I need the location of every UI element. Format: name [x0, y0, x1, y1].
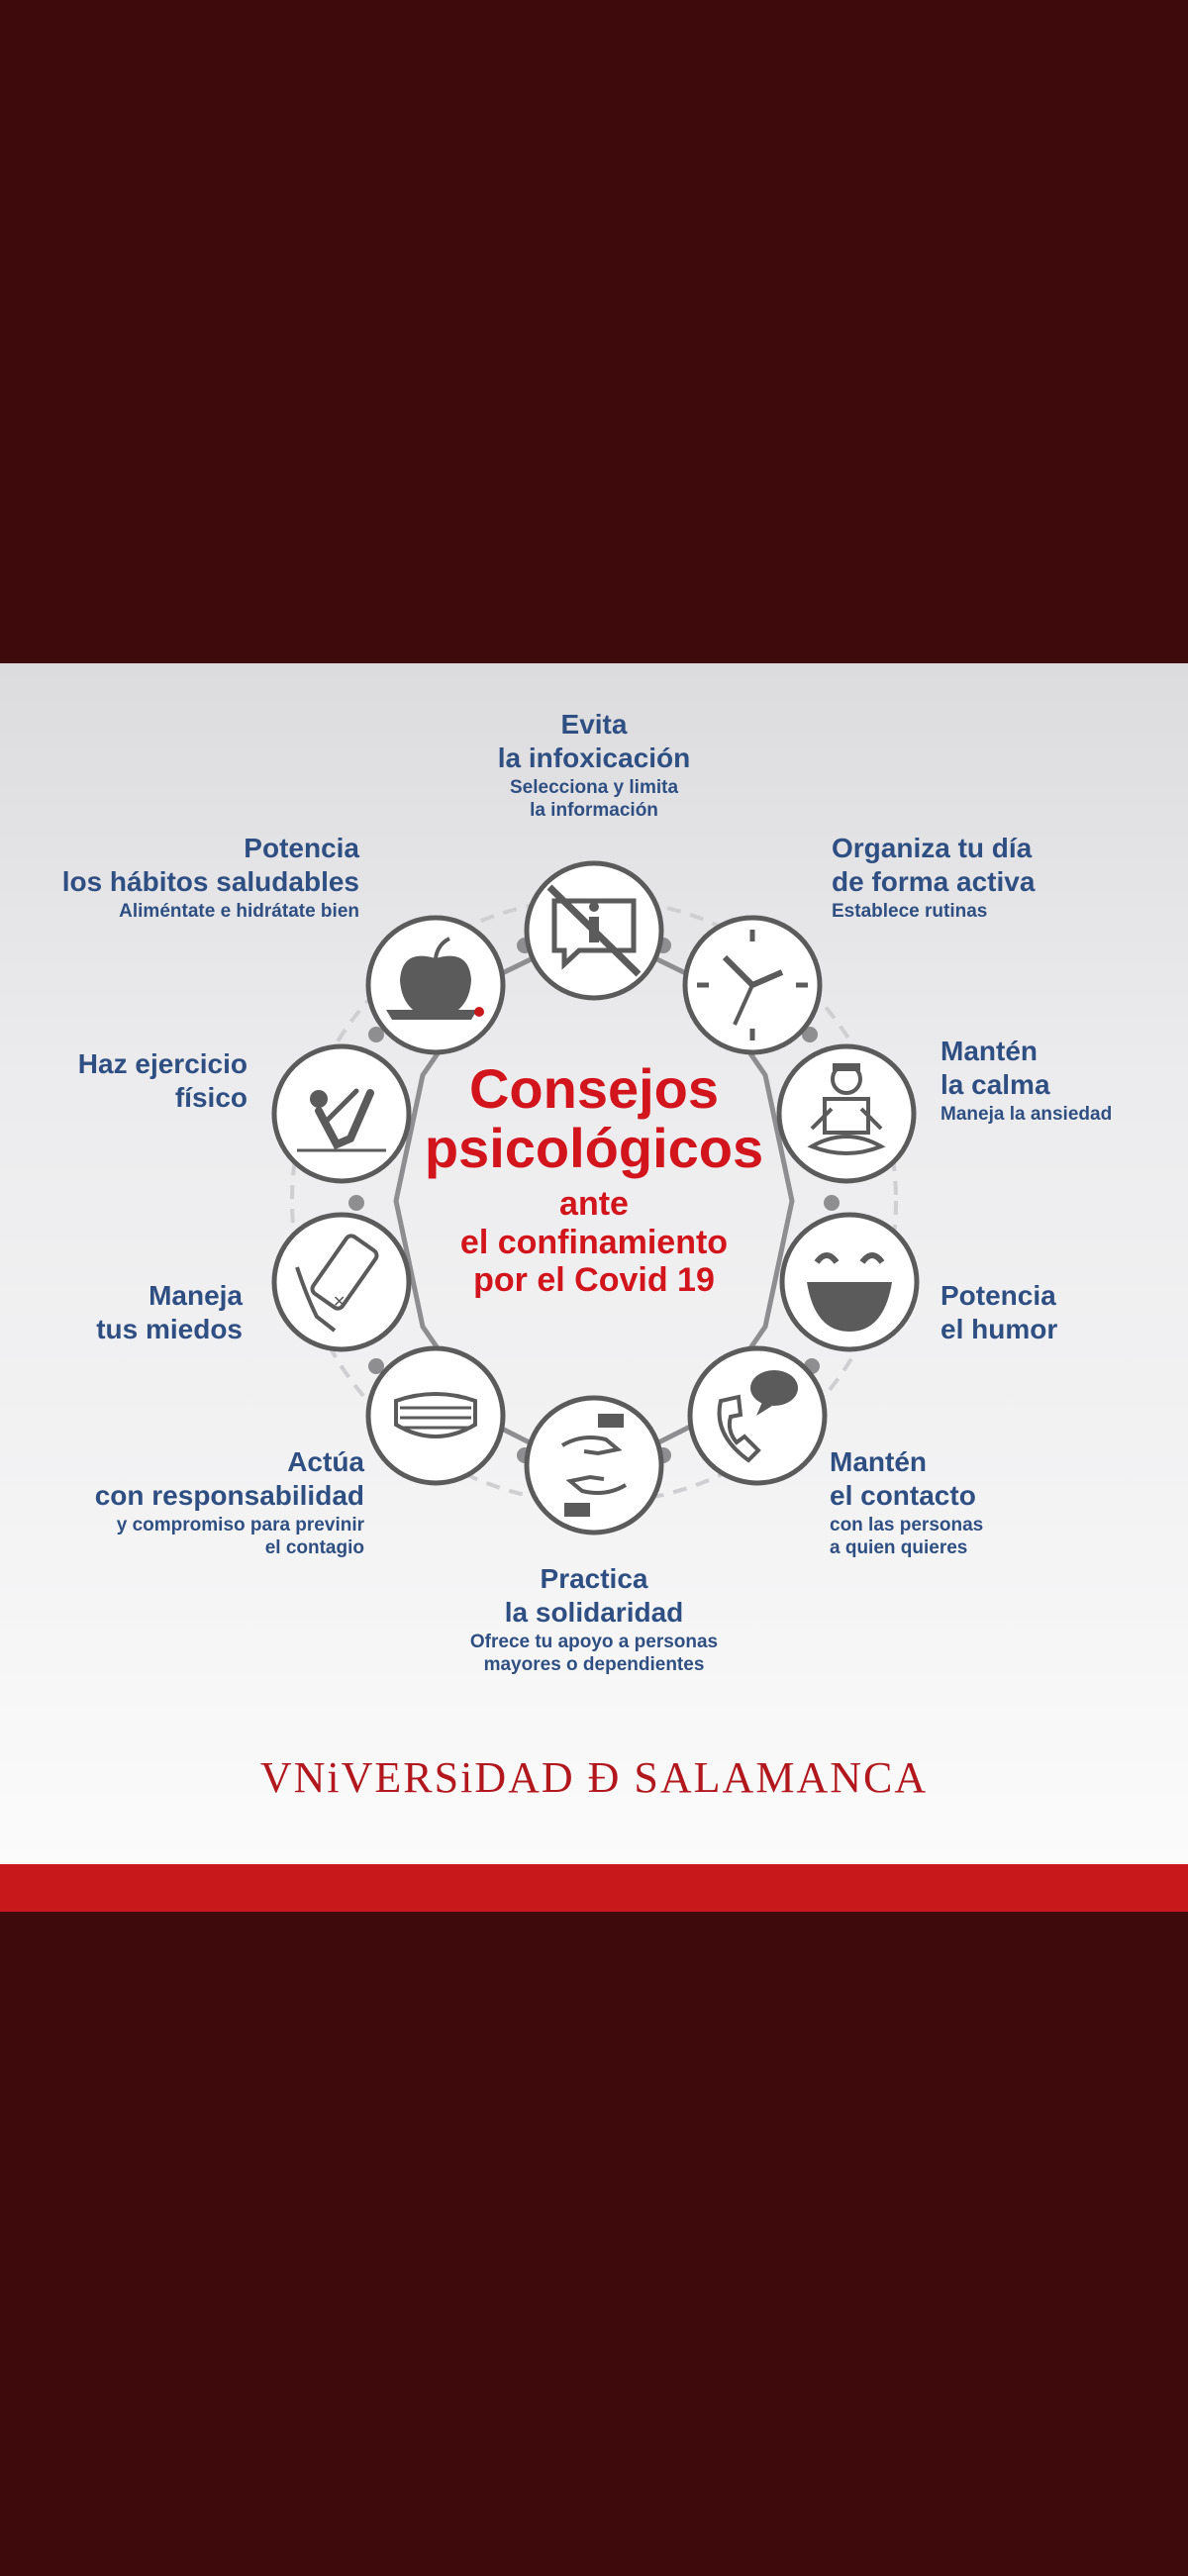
title-line-2: psicológicos — [424, 1117, 764, 1180]
helping-hands-icon — [527, 1398, 661, 1533]
subtitle-line-1: ante — [559, 1184, 629, 1223]
phone-chat-icon — [690, 1348, 825, 1483]
face-mask-icon — [368, 1348, 503, 1483]
tip-contacto: Mantén el contacto con las personas a quien quieres — [830, 1446, 984, 1558]
red-footer-bar — [0, 1864, 1188, 1912]
apple-icon — [368, 918, 503, 1052]
no-info-icon — [527, 863, 661, 998]
tip-humor: Potencia el humor — [940, 1280, 1058, 1344]
tip-infoxicacion: Evita la infoxicación Selecciona y limita la información — [497, 709, 691, 821]
university-logo-text: VNiVERSiDAD Ð SALAMANCA — [259, 1753, 929, 1802]
center-title — [366, 1059, 822, 1300]
clock-icon — [685, 918, 820, 1052]
subtitle-line-2: el confinamiento — [459, 1223, 729, 1261]
tip-habitos: Potencia los hábitos saludables Aliméntate e hidrátate bien — [61, 833, 359, 923]
svg-text:✕: ✕ — [333, 1292, 346, 1311]
infographic-card — [0, 663, 1188, 1864]
tip-miedos: Maneja tus miedos — [96, 1280, 243, 1344]
subtitle-line-3: por el Covid 19 — [473, 1261, 715, 1300]
title-line-1: Consejos — [468, 1057, 720, 1120]
tip-solidaridad: Practica la solidaridad Ofrece tu apoyo a personas mayores o dependientes — [469, 1563, 719, 1675]
tip-calma: Mantén la calma Maneja la ansiedad — [940, 1036, 1113, 1126]
tip-ejercicio: Haz ejercicio físico — [77, 1048, 248, 1113]
tip-organiza: Organiza tu día de forma activa Establece rutinas — [832, 833, 1036, 923]
tip-responsabilidad: Actúa con responsabilidad y compromiso para previnir el contagio — [94, 1446, 364, 1558]
